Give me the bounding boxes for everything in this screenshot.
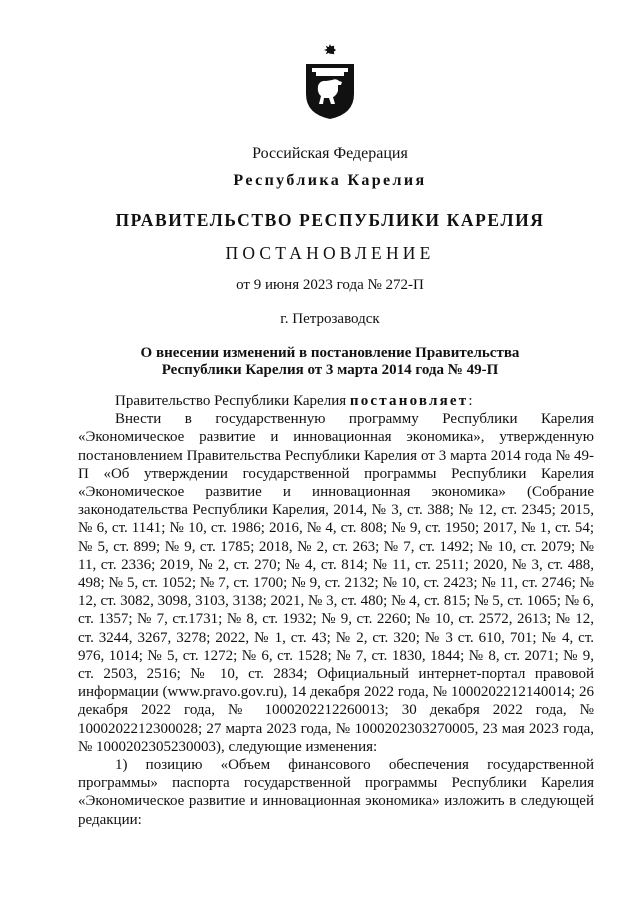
body-paragraph-2: 1) позицию «Объем финансового обеспечения государственной программы» паспорта государственной программы Республики Карелия «Экономическое развитие и инновационная экономика» изложить в следующей редакции: bbox=[78, 757, 594, 828]
country-name: Российская Федерация bbox=[252, 145, 408, 162]
intro-prefix: Правительство Республики Карелия bbox=[115, 393, 350, 409]
republic-name: Республика Карелия bbox=[233, 172, 427, 189]
subject-line-2: Республики Карелия от 3 марта 2014 года № 49-П bbox=[161, 362, 499, 378]
body-paragraph-1: Внести в государственную программу Республики Карелия «Экономическое развитие и инновационная экономика», утвержденную постановлением Правительства Республики Карелия от 3 марта 2014 года № 49-П «Об утверждении государственной программы Республики Карелия «Экономическое развитие и инновационная экономика» (Собрание законодательства Республики Карелия, 2014, № 3, ст. 388; № 12, ст. 2345; 2015, № 6, ст. 1141; № 10, ст. 1986; 2016, № 4, ст. 808; № 9, ст. 1950; 2017, № 1, ст. 54; № 5, ст. 899; № 9, ст. 1785; 2018, № 2, ст. 263; № 7, ст. 1492; № 10, ст. 2079; № 11, ст. 2336; 2019, № 2, ст. 270; № 4, ст. 814; № 11, ст. 2511; 2020, № 3, ст. 488, 498; № 5, ст. 1052; № 7, ст. 1700; № 9, ст. 2132; № 10, ст. 2423; № 11, ст. 2746; № 12, ст. 3082, 3098, 3103, 3138; 2021, № 3, ст. 480; № 4, ст. 815; № 5, ст. 1065; № 6, ст. 1357; № 7, ст.1731; № 8, ст. 1932; № 9, ст. 2260; № 10, ст. 2572, 2613; № 12, ст. 3244, 3267, 3278; 2022, № 1, ст. 43; № 2, ст. 320; № 3 ст. 610, 701; № 4, ст. 976, 1014; № 5, ст. 1272; № 6, ст. 1528; № 7, ст. 1830, 1844; № 8, ст. 2071; № 9, ст. 2503, 2516; № 10, ст. 2834; Официальный интернет-портал правовой информации (www.pravo.gov.ru), 14 декабря 2022 года, № 1000202212140014; 26 декабря 2022 года, № 1000202212260013; 30 декабря 2022 года, № 1000202212300028; 27 марта 2023 года, № 1000202303270005, 23 мая 2023 года, № 1000202305230003), следующие изменения: bbox=[78, 411, 595, 755]
government-title: ПРАВИТЕЛЬСТВО РЕСПУБЛИКИ КАРЕЛИЯ bbox=[115, 210, 545, 230]
karelia-coat-of-arms-icon bbox=[302, 44, 358, 120]
date-and-number: от 9 июня 2023 года № 272-П bbox=[236, 277, 424, 293]
subject-line-1: О внесении изменений в постановление Правительства bbox=[140, 345, 520, 361]
document-type: ПОСТАНОВЛЕНИЕ bbox=[225, 243, 435, 263]
city: г. Петрозаводск bbox=[280, 311, 380, 327]
intro-paragraph bbox=[78, 392, 594, 410]
intro-verb: постановляет bbox=[349, 393, 469, 409]
document-body bbox=[78, 392, 594, 829]
document-subject bbox=[0, 345, 640, 379]
intro-suffix: : bbox=[468, 393, 473, 409]
